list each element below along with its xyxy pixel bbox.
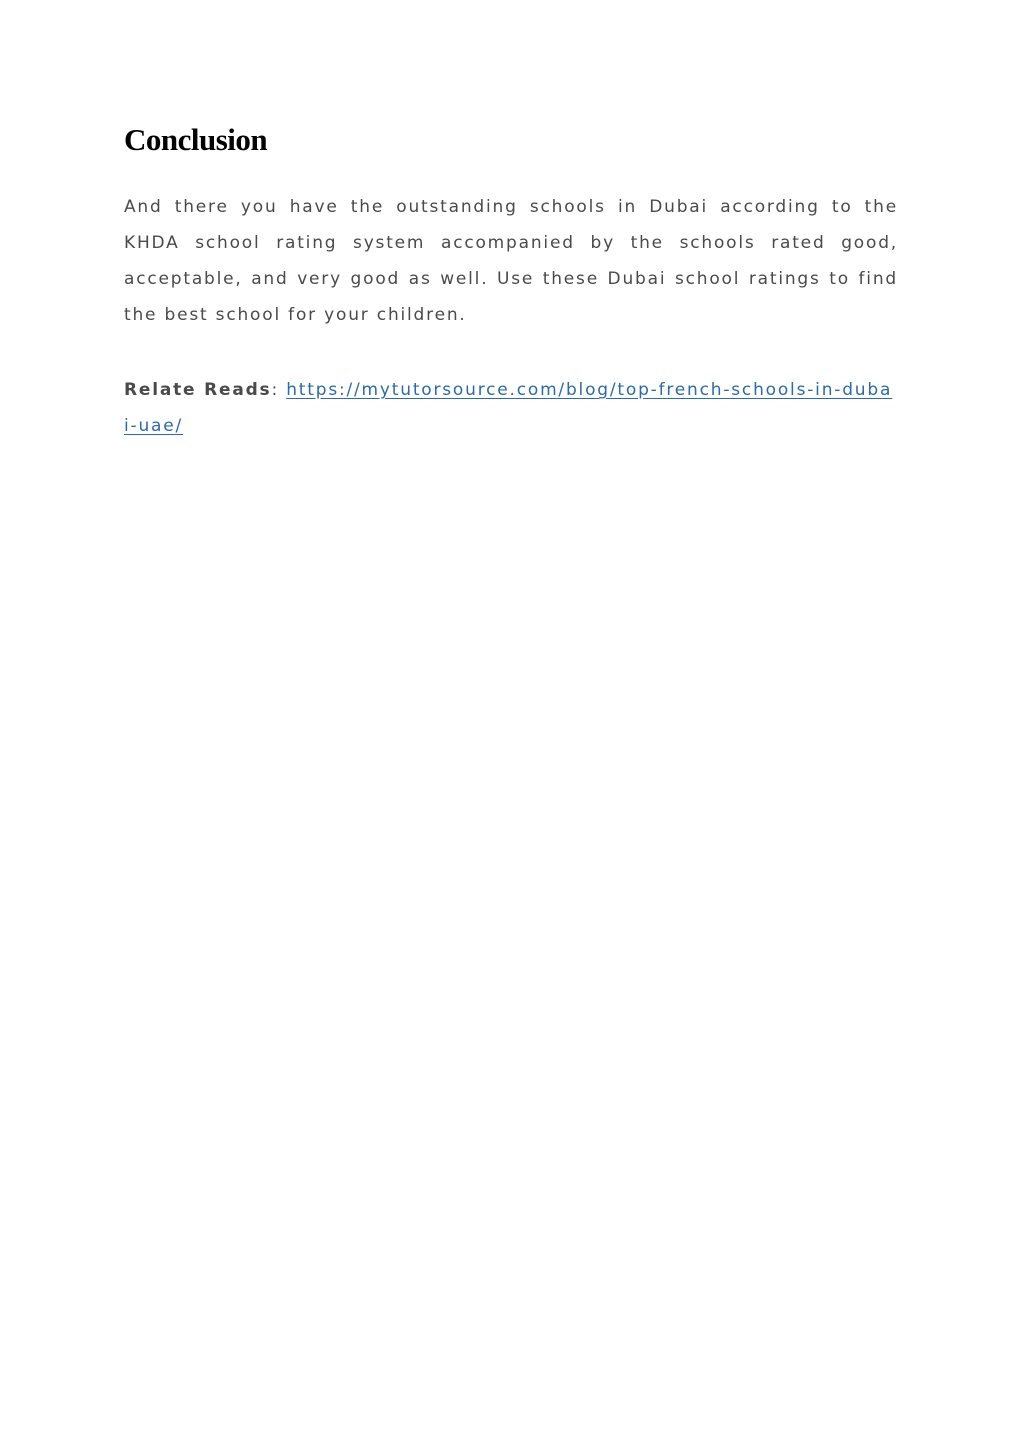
- section-heading: Conclusion: [124, 122, 268, 157]
- related-reads-line: [124, 372, 898, 444]
- related-reads-link[interactable]: https://mytutorsource.com/blog/top-french-schools-in-dubai-uae/: [124, 380, 893, 436]
- conclusion-paragraph: And there you have the outstanding schools in Dubai according to the KHDA school rating system accompanied by the schools rated good, acceptable, and very good as well. Use these Dubai school ratings to find the best school for your children.: [124, 197, 898, 325]
- related-reads-label: Relate Reads: [124, 380, 272, 400]
- related-reads-separator: :: [271, 380, 287, 400]
